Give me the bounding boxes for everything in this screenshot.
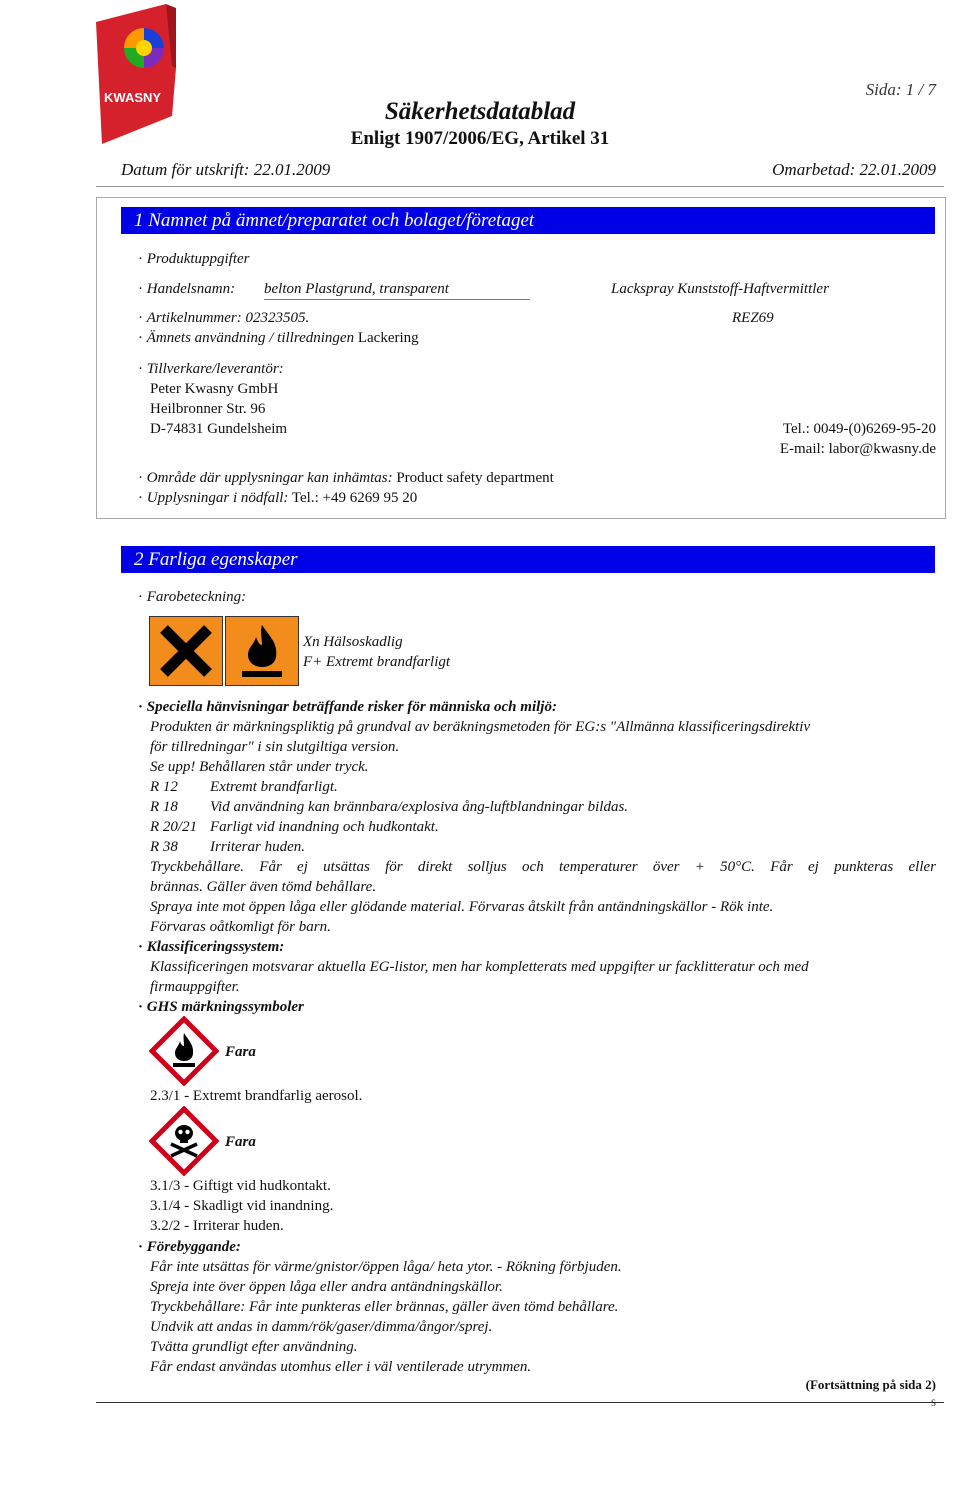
prevention-line: Får endast användas utomhus eller i väl ventilerade utrymmen. bbox=[150, 1359, 532, 1375]
ghs-skull-icon bbox=[149, 1106, 219, 1176]
page-number: Sida: 1 / 7 bbox=[865, 80, 936, 99]
prevention-line: Tvätta grundligt efter användning. bbox=[150, 1339, 358, 1355]
prevention-line: Spreja inte över öppen låga eller andra antändningskällor. bbox=[150, 1279, 503, 1295]
flame-icon bbox=[225, 616, 299, 686]
extra-line: Förvaras oåtkomligt för barn. bbox=[150, 919, 331, 935]
r-phrase-code: R 38 bbox=[150, 839, 178, 855]
usage-label: Ämnets användning / tillredningen bbox=[146, 330, 355, 346]
extra-line: Tryckbehållare. Får ej utsättas för direkt solljus och temperaturer över + 50°C. Får ej punkteras eller bbox=[150, 859, 936, 875]
company-street: Heilbronner Str. 96 bbox=[150, 401, 266, 417]
classification-label: · Klassificeringssystem: bbox=[138, 937, 284, 957]
special-line: Produkten är märkningspliktig på grundval av beräkningsmetoden för EG:s "Allmänna klassificeringsdirektiv bbox=[150, 719, 811, 735]
article-code: REZ69 bbox=[732, 310, 774, 326]
special-line: för tillredningar" i sin slutgiltiga version. bbox=[150, 739, 400, 755]
manufacturer-label: · Tillverkare/leverantör: bbox=[138, 359, 284, 379]
harmful-cross-icon bbox=[149, 616, 223, 686]
r-phrase-text: Vid användning kan brännbara/explosiva ång-luftblandningar bildas. bbox=[210, 799, 629, 815]
prevention-line: Undvik att andas in damm/rök/gaser/dimma/ångor/sprej. bbox=[150, 1319, 493, 1335]
info-area-label: Område där upplysningar kan inhämtas: bbox=[146, 470, 393, 486]
r-phrase-text: Farligt vid inandning och hudkontakt. bbox=[210, 819, 439, 835]
ghs-hazard-text: 3.2/2 - Irriterar huden. bbox=[150, 1218, 284, 1234]
company-name: Peter Kwasny GmbH bbox=[150, 381, 279, 397]
prevention-line: Får inte utsättas för värme/gnistor/öppen låga/ heta ytor. - Rökning förbjuden. bbox=[150, 1259, 622, 1275]
r-phrase-text: Extremt brandfarligt. bbox=[210, 779, 338, 795]
emergency-value: Tel.: +49 6269 95 20 bbox=[291, 490, 418, 506]
ghs-hazard-text: 3.1/3 - Giftigt vid hudkontakt. bbox=[150, 1178, 331, 1194]
special-label: · Speciella hänvisningar beträffande risker för människa och miljö: bbox=[138, 697, 557, 717]
company-email[interactable]: E-mail: labor@kwasny.de bbox=[779, 441, 936, 457]
r-phrase-code: R 20/21 bbox=[150, 819, 198, 835]
r-phrase-text: Irriterar huden. bbox=[210, 839, 305, 855]
extra-line: brännas. Gäller även tömd behållare. bbox=[150, 879, 377, 895]
prevention-line: Tryckbehållare: Får inte punkteras eller brännas, gäller även tömd behållare. bbox=[150, 1299, 619, 1315]
trade-name-alt: Lackspray Kunststoff-Haftvermittler bbox=[611, 281, 829, 297]
usage-value: Lackering bbox=[357, 330, 419, 346]
usage-row bbox=[138, 328, 419, 348]
footer-divider bbox=[96, 1402, 944, 1403]
article-number: · Artikelnummer: 02323505. bbox=[138, 308, 309, 328]
document-subtitle: Enligt 1907/2006/EG, Artikel 31 bbox=[350, 128, 610, 149]
ghs-flame-icon bbox=[149, 1016, 219, 1086]
hazard-label: · Farobeteckning: bbox=[138, 587, 246, 607]
emergency-row bbox=[138, 488, 417, 508]
section-2-heading: 2 Farliga egenskaper bbox=[121, 546, 935, 573]
emergency-label: Upplysningar i nödfall: bbox=[146, 490, 289, 506]
r-phrase-code: R 12 bbox=[150, 779, 178, 795]
info-area-value: Product safety department bbox=[396, 470, 554, 486]
classification-line: Klassificeringen motsvarar aktuella EG-listor, men har kompletterats med uppgifter ur facklitteratur och med bbox=[150, 959, 809, 975]
company-city: D-74831 Gundelsheim bbox=[150, 421, 288, 437]
continuation-note: (Fortsättning på sida 2) bbox=[805, 1377, 936, 1392]
trade-name-label: · Handelsnamn: bbox=[138, 279, 235, 299]
product-info-label: · Produktuppgifter bbox=[138, 249, 250, 269]
classification-line: firmauppgifter. bbox=[150, 979, 240, 995]
hazard-xn: Xn Hälsoskadlig bbox=[303, 634, 403, 650]
ghs-hazard-text: 3.1/4 - Skadligt vid inandning. bbox=[150, 1198, 334, 1214]
prevention-label: · Förebyggande: bbox=[138, 1237, 241, 1257]
extra-line: Spraya inte mot öppen låga eller glödande material. Förvaras åtskilt från antändningskällor - Rök inte. bbox=[150, 899, 774, 915]
ghs-hazard-text: 2.3/1 - Extremt brandfarlig aerosol. bbox=[150, 1088, 363, 1104]
document-title: Säkerhetsdatablad bbox=[384, 98, 576, 125]
section-1-heading: 1 Namnet på ämnet/preparatet och bolaget/företaget bbox=[121, 207, 935, 234]
logo-text: KWASNY bbox=[104, 90, 162, 105]
trade-name-value: belton Plastgrund, transparent bbox=[264, 279, 530, 300]
revised-date: Omarbetad: 22.01.2009 bbox=[772, 160, 936, 179]
ghs-signal-word: Fara bbox=[225, 1134, 256, 1150]
special-line: Se upp! Behållaren står under tryck. bbox=[150, 759, 369, 775]
info-area-row bbox=[138, 468, 554, 488]
ghs-signal-word: Fara bbox=[225, 1044, 256, 1060]
company-phone: Tel.: 0049-(0)6269-95-20 bbox=[782, 421, 936, 437]
hazard-f: F+ Extremt brandfarligt bbox=[303, 654, 451, 670]
ghs-label: · GHS märkningssymboler bbox=[138, 997, 304, 1017]
r-phrase-code: R 18 bbox=[150, 799, 178, 815]
header-divider bbox=[96, 186, 944, 187]
print-date: Datum för utskrift: 22.01.2009 bbox=[121, 160, 331, 179]
footer-mark: S bbox=[930, 1398, 936, 1408]
